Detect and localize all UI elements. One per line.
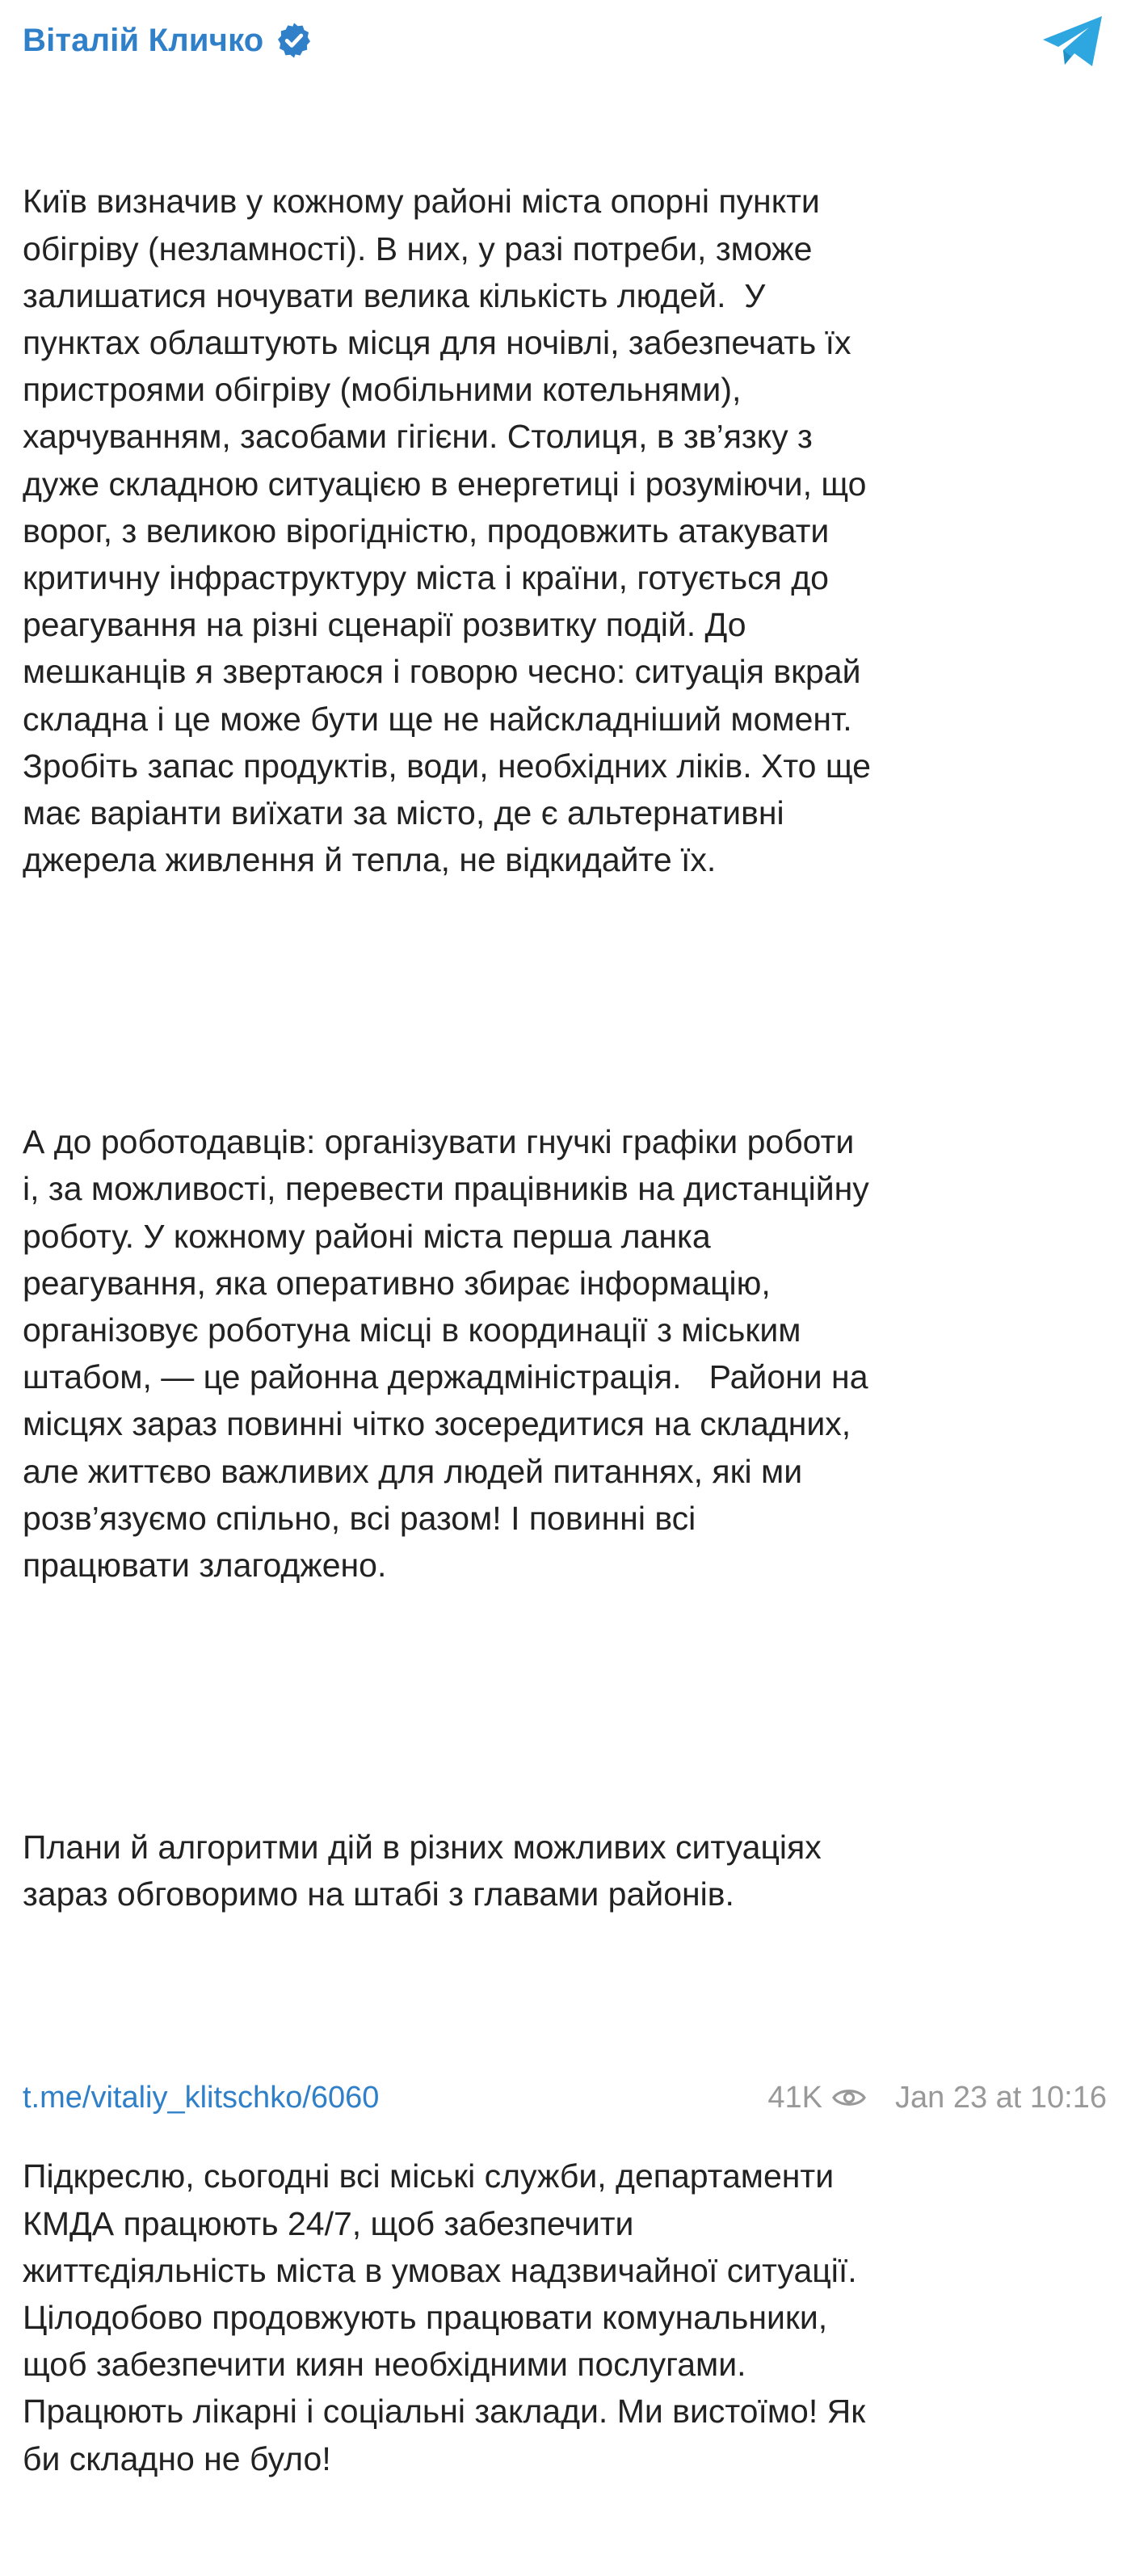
channel-name[interactable]: Віталій Кличко [23, 22, 264, 58]
post-timestamp: Jan 23 at 10:16 [895, 2080, 1107, 2115]
post-footer [23, 2073, 1107, 2122]
post-paragraph-4: Підкреслю, сьогодні всі міські служби, департаменти КМДА працюють 24/7, щоб забезпечити життєдіяльність міста в умовах надзвичайної ситуації. Цілодобово продовжують працювати комунальники, щоб забезпечити киян необхідними послугами. Працюють лікарні і соціальні заклади. Ми вистоїмо! Як би складно не було! [23, 2157, 866, 2477]
post-meta [767, 2081, 1107, 2115]
post-link[interactable]: t.me/vitaliy_klitschko/6060 [23, 2080, 380, 2115]
post-text [23, 84, 1107, 2576]
post-paragraph-3: Плани й алгоритми дій в різних можливих ситуаціях зараз обговоримо на штабі з главами районів. [23, 1829, 822, 1913]
verified-badge-icon [275, 21, 313, 60]
view-count: 41K [767, 2080, 822, 2115]
eye-icon [832, 2086, 866, 2110]
post-header [23, 16, 1107, 65]
telegram-icon[interactable] [1041, 13, 1107, 71]
post-paragraph-1: Київ визначив у кожному районі міста опорні пункти обігріву (незламності). В них, у разі потреби, зможе залишатися ночувати велика кількість людей. У пунктах облаштують місця для ночівлі, забезпечать їх пристроями обігріву (мобільними котельнями), харчуванням, засобами гігієни. Столиця, в зв’язку з дуже складною ситуацією в енергетиці і розуміючи, що ворог, з великою вірогідністю, продовжить атакувати критичну інфраструктуру міста і країни, готується до реагування на різні сценарії розвитку подій. До мешканців я звертаюся і говорю чесно: ситуація вкрай складна і це може бути ще не найскладніший момент. Зробіть запас продуктів, води, необхідних ліків. Хто ще має варіанти виїхати за місто, де є альтернативні джерела живлення й тепла, не відкидайте їх. [23, 183, 871, 879]
post-paragraph-2: А до роботодавців: організувати гнучкі графіки роботи і, за можливості, перевести працівників на дистанційну роботу. У кожному районі міста перша ланка реагування, яка оперативно збирає інформацію, організовує роботуна місці в координації з міським штабом, — це районна держадміністрація. Райони на місцях зараз повинні чітко зосередитися на складних, але життєво важливих для людей питаннях, які ми розв’язуємо спільно, всі разом! І повинні всі працювати злагоджено. [23, 1123, 869, 1585]
